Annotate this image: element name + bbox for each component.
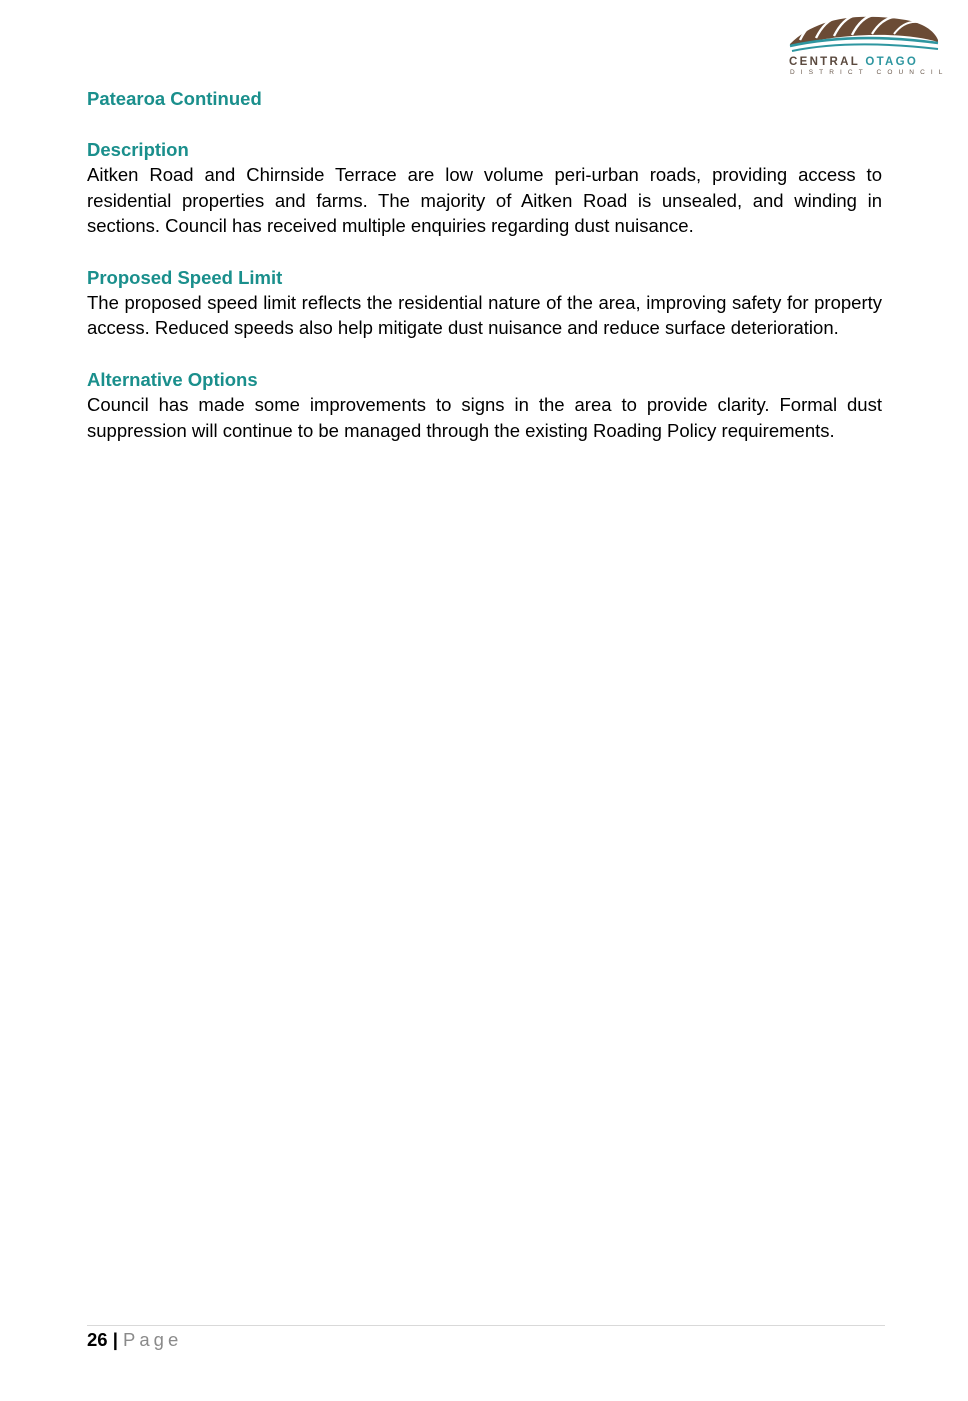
page-footer (87, 1328, 182, 1352)
footer-divider (87, 1325, 885, 1326)
section-heading-description: Description (87, 139, 189, 160)
logo-word-otago: OTAGO (865, 56, 919, 68)
page-number: 26 (87, 1329, 108, 1350)
page-heading: Patearoa Continued (87, 88, 262, 109)
footer-separator: | (112, 1329, 118, 1350)
document-body (87, 86, 882, 443)
section-body-description: Aitken Road and Chirnside Terrace are low volume peri-urban roads, providing access to residential properties and farms. The majority of Aitken Road is unsealed, and winding in sections. Council has received multiple enquiries regarding dust nuisance. (87, 164, 882, 237)
logo-subtitle: DISTRICT COUNCIL (790, 69, 949, 76)
section-body-speed-limit: The proposed speed limit reflects the residential nature of the area, improving safety for property access. Reduced speeds also help mitigate dust nuisance and reduce surface deterioration. (87, 291, 882, 339)
section-heading-alternatives: Alternative Options (87, 368, 258, 390)
council-logo (786, 10, 949, 76)
logo-wordmark (789, 56, 918, 68)
page-label: Page (123, 1329, 183, 1350)
section-body-alternatives: Council has made some improvements to signs in the area to provide clarity. Formal dust suppression will continue to be managed through the existing Roading Policy requirements. (87, 393, 882, 441)
hills-logo-icon (786, 10, 942, 54)
section-heading-speed-limit: Proposed Speed Limit (87, 266, 283, 288)
logo-word-central: CENTRAL (789, 56, 860, 68)
